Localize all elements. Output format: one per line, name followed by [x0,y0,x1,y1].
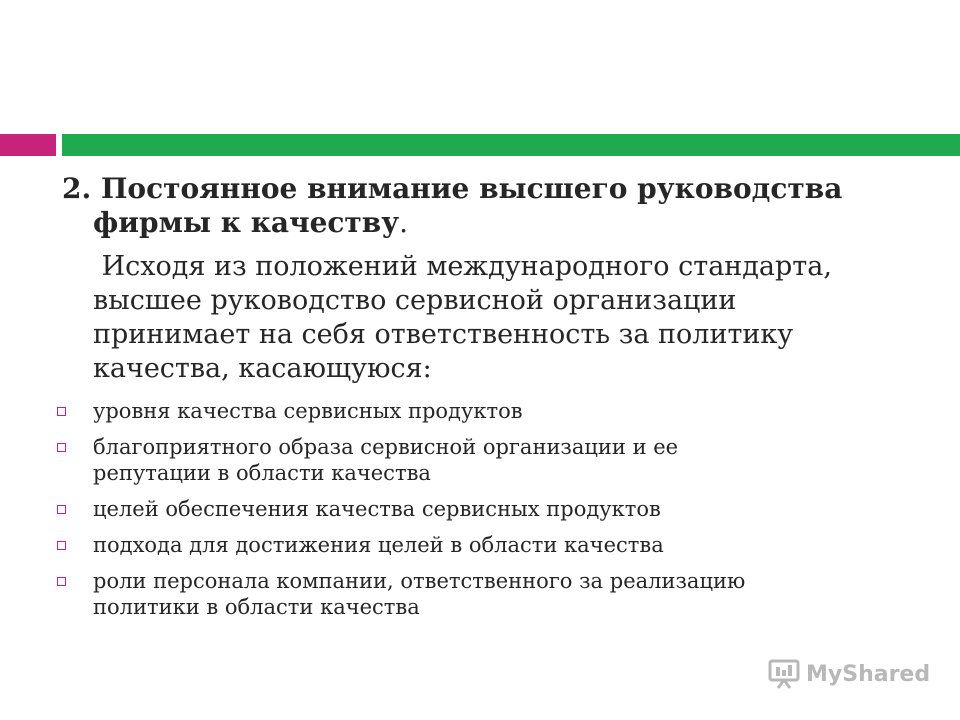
intro-line-3: принимает на себя ответственность за политику [93,319,794,350]
list-item-text: благоприятного образа сервисной организации и ее [93,435,679,459]
square-bullet-icon [57,541,66,550]
intro-line-1: Исходя из положений международного стандарта, [93,251,832,282]
bullet-list [52,398,932,630]
square-bullet-icon [57,407,66,416]
list-item [52,532,932,558]
watermark-text: MyShared [806,661,931,687]
list-item-text: роли персонала компании, ответственного за реализацию [93,569,746,593]
list-item-text: подхода для достижения целей в области качества [93,533,664,557]
list-item-text: целей обеспечения качества сервисных продуктов [93,497,661,521]
slide-title-line-2 [62,206,922,240]
square-bullet-icon [57,443,66,452]
intro-line-4: качества, касающуюся: [93,353,432,384]
list-item [52,434,932,486]
list-item [52,568,932,620]
slide-title-period: . [399,206,409,239]
accent-bar-pink [0,134,56,156]
intro-line-2: высшее руководство сервисной организации [93,285,737,316]
list-item-text: политики в области качества [93,595,420,619]
square-bullet-icon [57,577,66,586]
slide-title [62,172,922,240]
slide-title-line-1: 2. Постоянное внимание высшего руководства [62,172,843,205]
list-item [52,398,932,424]
slide-title-line-2-text: фирмы к качеству [93,206,400,239]
list-item [52,496,932,522]
intro-paragraph [93,250,933,386]
list-item-text: уровня качества сервисных продуктов [93,399,523,423]
presentation-board-icon [768,659,800,689]
watermark-logo [768,656,930,692]
square-bullet-icon [57,505,66,514]
accent-bar-green [62,134,960,156]
list-item-text: репутации в области качества [93,461,431,485]
